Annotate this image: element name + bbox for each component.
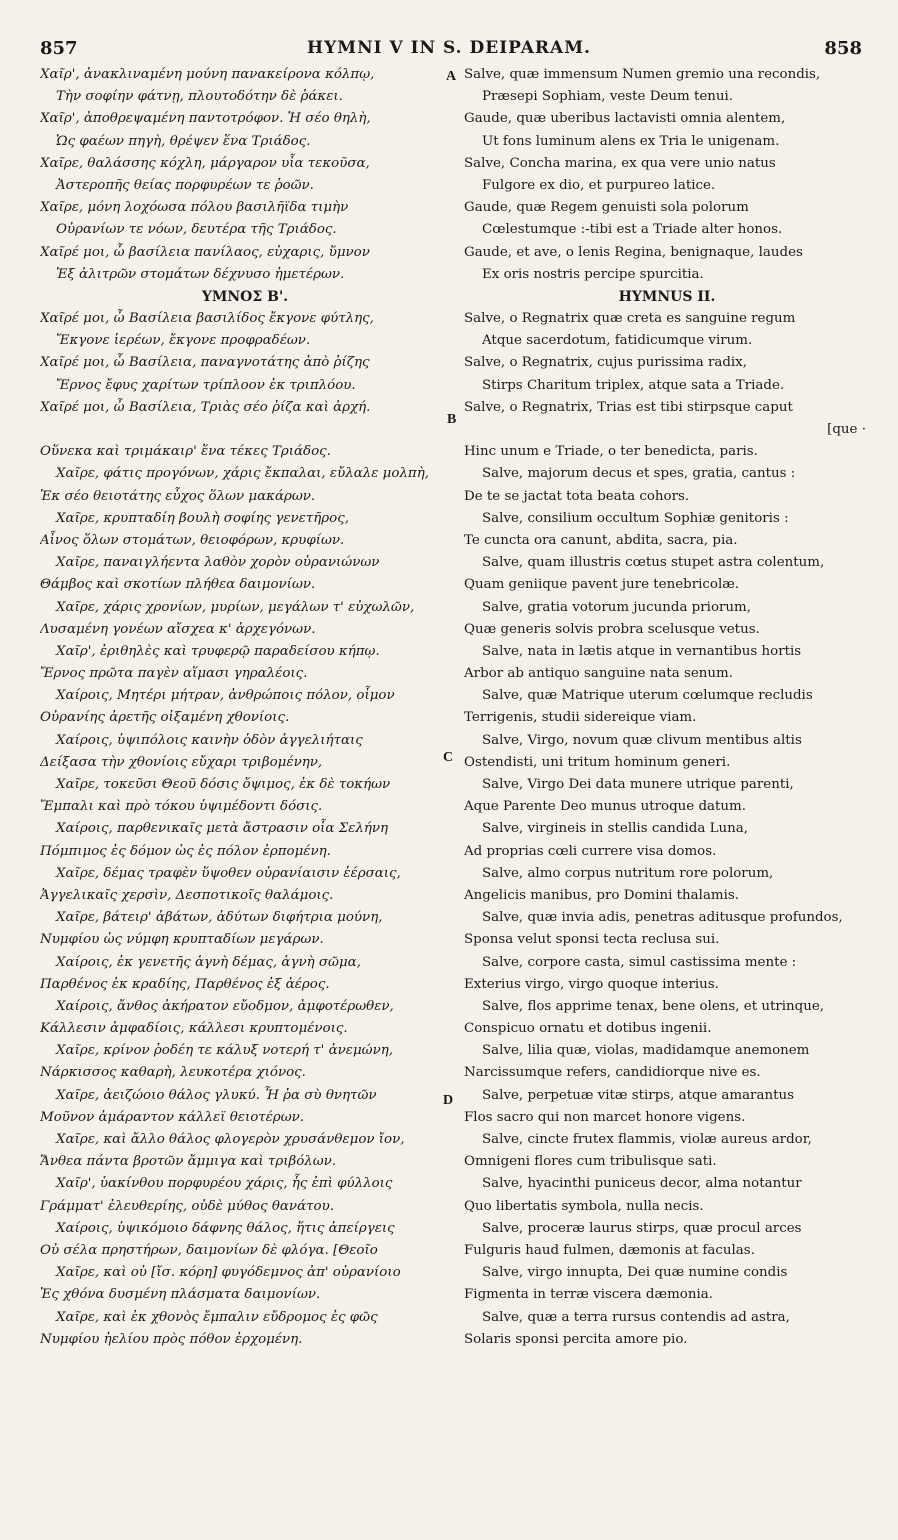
- verse-line: Salve, quæ invia adis, penetras aditusque profundos,: [482, 910, 843, 926]
- verse-line: Χαῖρε, καὶ ἐκ χθονὸς ἔμπαλιν εὔδρομος ἐς φῶς: [56, 1309, 378, 1325]
- verse-line: Salve, hyacinthi puniceus decor, alma notantur: [482, 1176, 802, 1192]
- verse-line: Exterius virgo, virgo quoque interius.: [464, 976, 719, 992]
- verse-line: Salve, proceræ laurus stirps, quæ procul arces: [482, 1220, 802, 1236]
- verse-line: Νάρκισσος καθαρὴ, λευκοτέρα χιόνος.: [40, 1065, 306, 1081]
- verse-line: Νυμφίου ἠελίου πρὸς πόθον ἐρχομένη.: [40, 1331, 303, 1347]
- verse-line: Quam geniique pavent jure tenebricolæ.: [464, 577, 740, 593]
- verse-line: Χαῖρε, τοκεῦσι Θεοῦ δόσις ὄψιμος, ἐκ δὲ τοκήων: [56, 777, 391, 792]
- verse-line: Χαῖρε, ἀειζώοιο θάλος γλυκύ. Ἦ ῥα σὺ θνητῶν: [56, 1087, 377, 1103]
- verse-line: De te se jactat tota beata cohors.: [464, 488, 690, 504]
- verse-line: Κάλλεσιν ἀμφαδίοις, κάλλεσι κρυπτομένοις.: [40, 1021, 348, 1037]
- verse-line: Χαῖρε, κρίνον ῥοδέη τε κάλυξ νοτερή τ' ἀνεμώνη,: [56, 1043, 393, 1059]
- latin-column: [462, 64, 872, 1351]
- verse-line: Τὴν σοφίην φάτνῃ, πλουτοδότην δὲ ῥάκει.: [56, 89, 343, 105]
- verse-line: Solaris sponsi percita amore pio.: [464, 1331, 688, 1347]
- verse-line: Quo libertatis symbola, nulla necis.: [464, 1198, 704, 1214]
- verse-line: Χαῖρε, φάτις προγόνων, χάρις ἔκπαλαι, εὔλαλε μολπὴ,: [56, 466, 429, 482]
- greek-column: [40, 64, 450, 1351]
- verse-line: Χαῖρ', ἀνακλιναμένη μούνη πανακείρονα κόλπῳ,: [40, 67, 375, 82]
- verse-line: Narcissumque refers, candidiorque nive es.: [464, 1065, 761, 1081]
- verse-line: Arbor ab antiquo sanguine nata senum.: [464, 666, 733, 682]
- verse-line: Salve, gratia votorum jucunda priorum,: [482, 599, 751, 615]
- running-header: [0, 38, 898, 62]
- page-number-right: 858: [824, 38, 862, 59]
- verse-line: Χαῖρε, κρυπταδίη βουλὴ σοφίης γενετῆρος,: [56, 510, 349, 526]
- verse-line: Cœlestumque :-tibi est a Triade alter honos.: [482, 222, 783, 238]
- verse-line: Ἔμπαλι καὶ πρὸ τόκου ὑψιμέδοντι δόσις.: [40, 799, 323, 815]
- verse-line: Figmenta in terræ viscera dæmonia.: [464, 1287, 713, 1303]
- verse-line: Χαίροις, παρθενικαῖς μετὰ ἄστρασιν οἷα Σελήνη: [56, 821, 389, 837]
- verse-line: Sponsa velut sponsi tecta reclusa sui.: [464, 932, 720, 948]
- verse-line: Χαίροις, ὑψιπόλοις καινὴν ὁδὸν ἀγγελιήταις: [56, 732, 363, 748]
- hymn-title: ΥΜΝΟΣ Β'.: [201, 288, 289, 305]
- verse-line: Salve, quam illustris cœtus stupet astra colentum,: [482, 555, 825, 571]
- verse-line: Ἔρνος πρῶτα παγὲν αἵμασι γηραλέοις.: [40, 666, 308, 682]
- stanza-gap: [40, 419, 450, 441]
- verse-line: Stirps Charitum triplex, atque sata a Triade.: [482, 377, 785, 393]
- verse-line: Salve, o Regnatrix, Trias est tibi stirpsque caput: [464, 399, 793, 415]
- verse-line: Πόμπιμος ἐς δόμον ὡς ἐς πόλον ἐρπομένη.: [40, 843, 331, 859]
- verse-line: Νυμφίου ὡς νύμφη κρυπταδίων μεγάρων.: [40, 932, 324, 948]
- verse-line: Gaude, quæ uberibus lactavisti omnia alentem,: [464, 111, 786, 127]
- verse-line: Hinc unum e Triade, o ter benedicta, paris.: [464, 444, 758, 460]
- verse-line: Ἄνθεα πάντα βροτῶν ἄμμιγα καὶ τριβόλων.: [40, 1154, 337, 1170]
- verse-line: Χαίροις, ὑψικόμοιο δάφνης θάλος, ἥτις ἀπείργεις: [56, 1220, 395, 1236]
- verse-line: Χαίροις, ἄνθος ἀκήρατον εὔοδμον, ἀμφοτέρωθεν,: [56, 998, 394, 1014]
- hymn-title: HYMNUS II.: [618, 288, 716, 305]
- verse-line: Χαῖρε, δέμας τραφὲν ὕψοθεν οὐρανίαισιν ἐέρσαις,: [56, 865, 401, 881]
- section-marker-d: D: [443, 1093, 454, 1108]
- verse-line: Salve, nata in lætis atque in vernantibus hortis: [482, 643, 802, 659]
- verse-line: Salve, Virgo, novum quæ clivum mentibus altis: [482, 732, 802, 748]
- verse-line: Χαῖρέ μοι, ὦ Βασίλεια βασιλίδος ἔκγονε φύτλης,: [40, 311, 374, 327]
- verse-line: Θάμβος καὶ σκοτίων πλήθεα δαιμονίων.: [40, 577, 316, 593]
- verse-line: Salve, lilia quæ, violas, madidamque anemonem: [482, 1043, 810, 1059]
- verse-line: Αἶνος ὅλων στομάτων, θειοφόρων, κρυφίων.: [40, 532, 345, 548]
- verse-line: Salve, majorum decus et spes, gratia, cantus :: [482, 466, 796, 482]
- verse-line: Salve, virgineis in stellis candida Luna,: [482, 821, 748, 837]
- verse-line: Ἔρνος ἔφυς χαρίτων τρίπλοον ἐκ τριπλόου.: [56, 377, 356, 393]
- verse-line: Salve, quæ immensum Numen gremio una recondis,: [464, 67, 821, 82]
- verse-line: Ostendisti, uni tritum hominum generi.: [464, 754, 731, 770]
- verse-line: Οὐ σέλα πρηστήρων, δαιμονίων δὲ φλόγα. [Θεοῖο: [40, 1242, 378, 1258]
- verse-line: Ἐκ σέο θειοτάτης εὖχος ὅλων μακάρων.: [40, 488, 316, 504]
- verse-line: Terrigenis, studii sidereique viam.: [464, 710, 697, 726]
- verse-line: Flos sacro qui non marcet honore vigens.: [464, 1109, 746, 1125]
- verse-line: Conspicuo ornatu et dotibus ingenii.: [464, 1021, 712, 1037]
- verse-line: Χαῖρ', ἐριθηλὲς καὶ τρυφερῷ παραδείσου κήπῳ.: [56, 643, 380, 659]
- verse-line: Οὕνεκα καὶ τριμάκαιρ' ἕνα τέκες Τριάδος.: [40, 444, 331, 460]
- verse-line: Præsepi Sophiam, veste Deum tenui.: [482, 89, 734, 105]
- verse-line: Salve, consilium occultum Sophiæ genitoris :: [482, 510, 789, 526]
- verse-line: Salve, Virgo Dei data munere utrique parenti,: [482, 777, 794, 792]
- verse-line: Ut fons luminum alens ex Tria le unigenam.: [482, 133, 780, 149]
- verse-line: Χαῖρ', ὑακίνθου πορφυρέου χάρις, ἧς ἐπὶ φύλλοις: [56, 1176, 393, 1192]
- section-marker-a: A: [446, 69, 457, 84]
- verse-line: Salve, quæ a terra rursus contendis ad astra,: [482, 1309, 790, 1325]
- verse-line: Χαῖρ', ἀποθρεψαμένη παντοτρόφον. Ἡ σέο θηλὴ,: [40, 111, 371, 127]
- verse-line: Atque sacerdotum, fatidicumque virum.: [482, 333, 753, 349]
- verse-line: Salve, Concha marina, ex qua vere unio natus: [464, 155, 776, 171]
- verse-line: Λυσαμένη γονέων αἴσχεα κ' ἀρχεγόνων.: [40, 621, 316, 637]
- verse-line: Salve, virgo innupta, Dei quæ numine condis: [482, 1265, 788, 1281]
- verse-line: Te cuncta ora canunt, abdita, sacra, pia.: [464, 532, 738, 548]
- verse-line: Χαῖρε, βάτειρ' ἀβάτων, ἀδύτων διφήτρια μούνη,: [56, 910, 383, 926]
- verse-line: Angelicis manibus, pro Domini thalamis.: [464, 887, 740, 903]
- verse-line: Χαῖρε, παναιγλήεντα λαθὸν χορὸν οὐρανιώνων: [56, 555, 380, 571]
- verse-line: Salve, o Regnatrix quæ creta es sanguine regum: [464, 311, 796, 327]
- line-continuation: [que ·: [827, 422, 866, 437]
- verse-line: Χαῖρέ μοι, ὦ βασίλεια πανίλαος, εὐχαρις, ὕμνον: [40, 244, 370, 260]
- verse-line: Fulguris haud fulmen, dæmonis at faculas.: [464, 1242, 755, 1258]
- section-marker-c: C: [443, 750, 454, 765]
- verse-line: Ἀστεροπῆς θείας πορφυρέων τε ῥοῶν.: [56, 177, 314, 193]
- verse-line: Fulgore ex dio, et purpureo latice.: [482, 177, 716, 193]
- section-marker-b: B: [447, 412, 457, 427]
- verse-line: Δείξασα τὴν χθονίοις εὔχαρι τριβομένην,: [40, 754, 323, 770]
- running-title: HYMNI V IN S. DEIPARAM.: [307, 38, 591, 58]
- verse-line: Salve, corpore casta, simul castissima mente :: [482, 954, 797, 970]
- verse-line: Χαῖρε, καὶ οὐ [ἴσ. κόρη] φυγόδεμνος ἀπ' οὐρανίοιο: [56, 1265, 401, 1281]
- verse-line: Οὐρανίων τε νόων, δευτέρα τῆς Τριάδος.: [56, 222, 337, 238]
- verse-line: Χαίροις, Μητέρι μήτραν, ἀνθρώποις πόλον, οἶμον: [56, 688, 395, 704]
- verse-line: Ἔκγονε ἱερέων, ἔκγονε προφραδέων.: [56, 333, 311, 349]
- verse-line: Χαῖρέ μοι, ὦ Βασίλεια, Τριὰς σέο ῥίζα καὶ ἀρχή.: [40, 399, 371, 415]
- verse-line: Gaude, et ave, o lenis Regina, benignaque, laudes: [464, 244, 803, 260]
- verse-line: Gaude, quæ Regem genuisti sola polorum: [464, 200, 749, 216]
- verse-line: Salve, quæ Matrique uterum cœlumque recludis: [482, 688, 813, 704]
- verse-line: Μοῦνον ἀμάραντον κάλλεϊ θειοτέρων.: [40, 1109, 305, 1125]
- verse-line: Χαῖρε, θαλάσσης κόχλη, μάργαρον υἷα τεκοῦσα,: [40, 155, 370, 171]
- verse-line: Γράμματ' ἐλευθερίης, οὐδὲ μύθος θανάτου.: [40, 1198, 334, 1214]
- verse-line: Quæ generis solvis probra scelusque vetus.: [464, 621, 760, 637]
- verse-line: Χαῖρε, μόνη λοχόωσα πόλου βασιλῆϊδα τιμὴν: [40, 200, 349, 216]
- verse-line: Aque Parente Deo munus utroque datum.: [464, 799, 746, 815]
- verse-line: Παρθένος ἐκ κραδίης, Παρθένος ἐξ ἀέρος.: [40, 976, 330, 992]
- verse-line: Χαῖρε, χάρις χρονίων, μυρίων, μεγάλων τ' εὐχωλῶν,: [56, 599, 415, 615]
- verse-line: Salve, cincte frutex flammis, violæ aureus ardor,: [482, 1132, 812, 1147]
- verse-line: Salve, o Regnatrix, cujus purissima radix,: [464, 355, 747, 371]
- verse-line: Ex oris nostris percipe spurcitia.: [482, 266, 704, 282]
- verse-line: Χαῖρέ μοι, ὦ Βασίλεια, παναγνοτάτης ἀπὸ ῥίζης: [40, 355, 370, 371]
- verse-line: Salve, flos apprime tenax, bene olens, et utrinque,: [482, 998, 825, 1014]
- verse-line: Salve, perpetuæ vitæ stirps, atque amarantus: [482, 1087, 794, 1103]
- verse-line: Salve, almo corpus nutritum rore polorum,: [482, 865, 774, 881]
- verse-line: Ἐξ ἀλιτρῶν στομάτων δέχνυσο ἡμετέρων.: [56, 266, 345, 282]
- verse-line: Omnigeni flores cum tribulisque sati.: [464, 1154, 717, 1170]
- verse-line: Χαῖρε, καὶ ἄλλο θάλος φλογερὸν χρυσάνθεμον ἴον,: [56, 1132, 405, 1147]
- verse-line: Ad proprias cœli currere visa domos.: [464, 843, 717, 859]
- verse-line: Ἀγγελικαῖς χερσὶν, Δεσποτικοῖς θαλάμοις.: [40, 887, 334, 903]
- verse-line: Ἐς χθόνα δυσμένη πλάσματα δαιμονίων.: [40, 1287, 321, 1303]
- page-number-left: 857: [40, 38, 78, 59]
- verse-line: Χαίροις, ἐκ γενετῆς ἁγνὴ δέμας, ἁγνὴ σῶμα,: [56, 954, 361, 970]
- verse-line: Ὡς φαέων πηγὴ, θρέψεν ἕνα Τριάδος.: [56, 133, 311, 149]
- verse-line: Οὐρανίης ἀρετῆς οἰξαμένη χθονίοις.: [40, 710, 290, 726]
